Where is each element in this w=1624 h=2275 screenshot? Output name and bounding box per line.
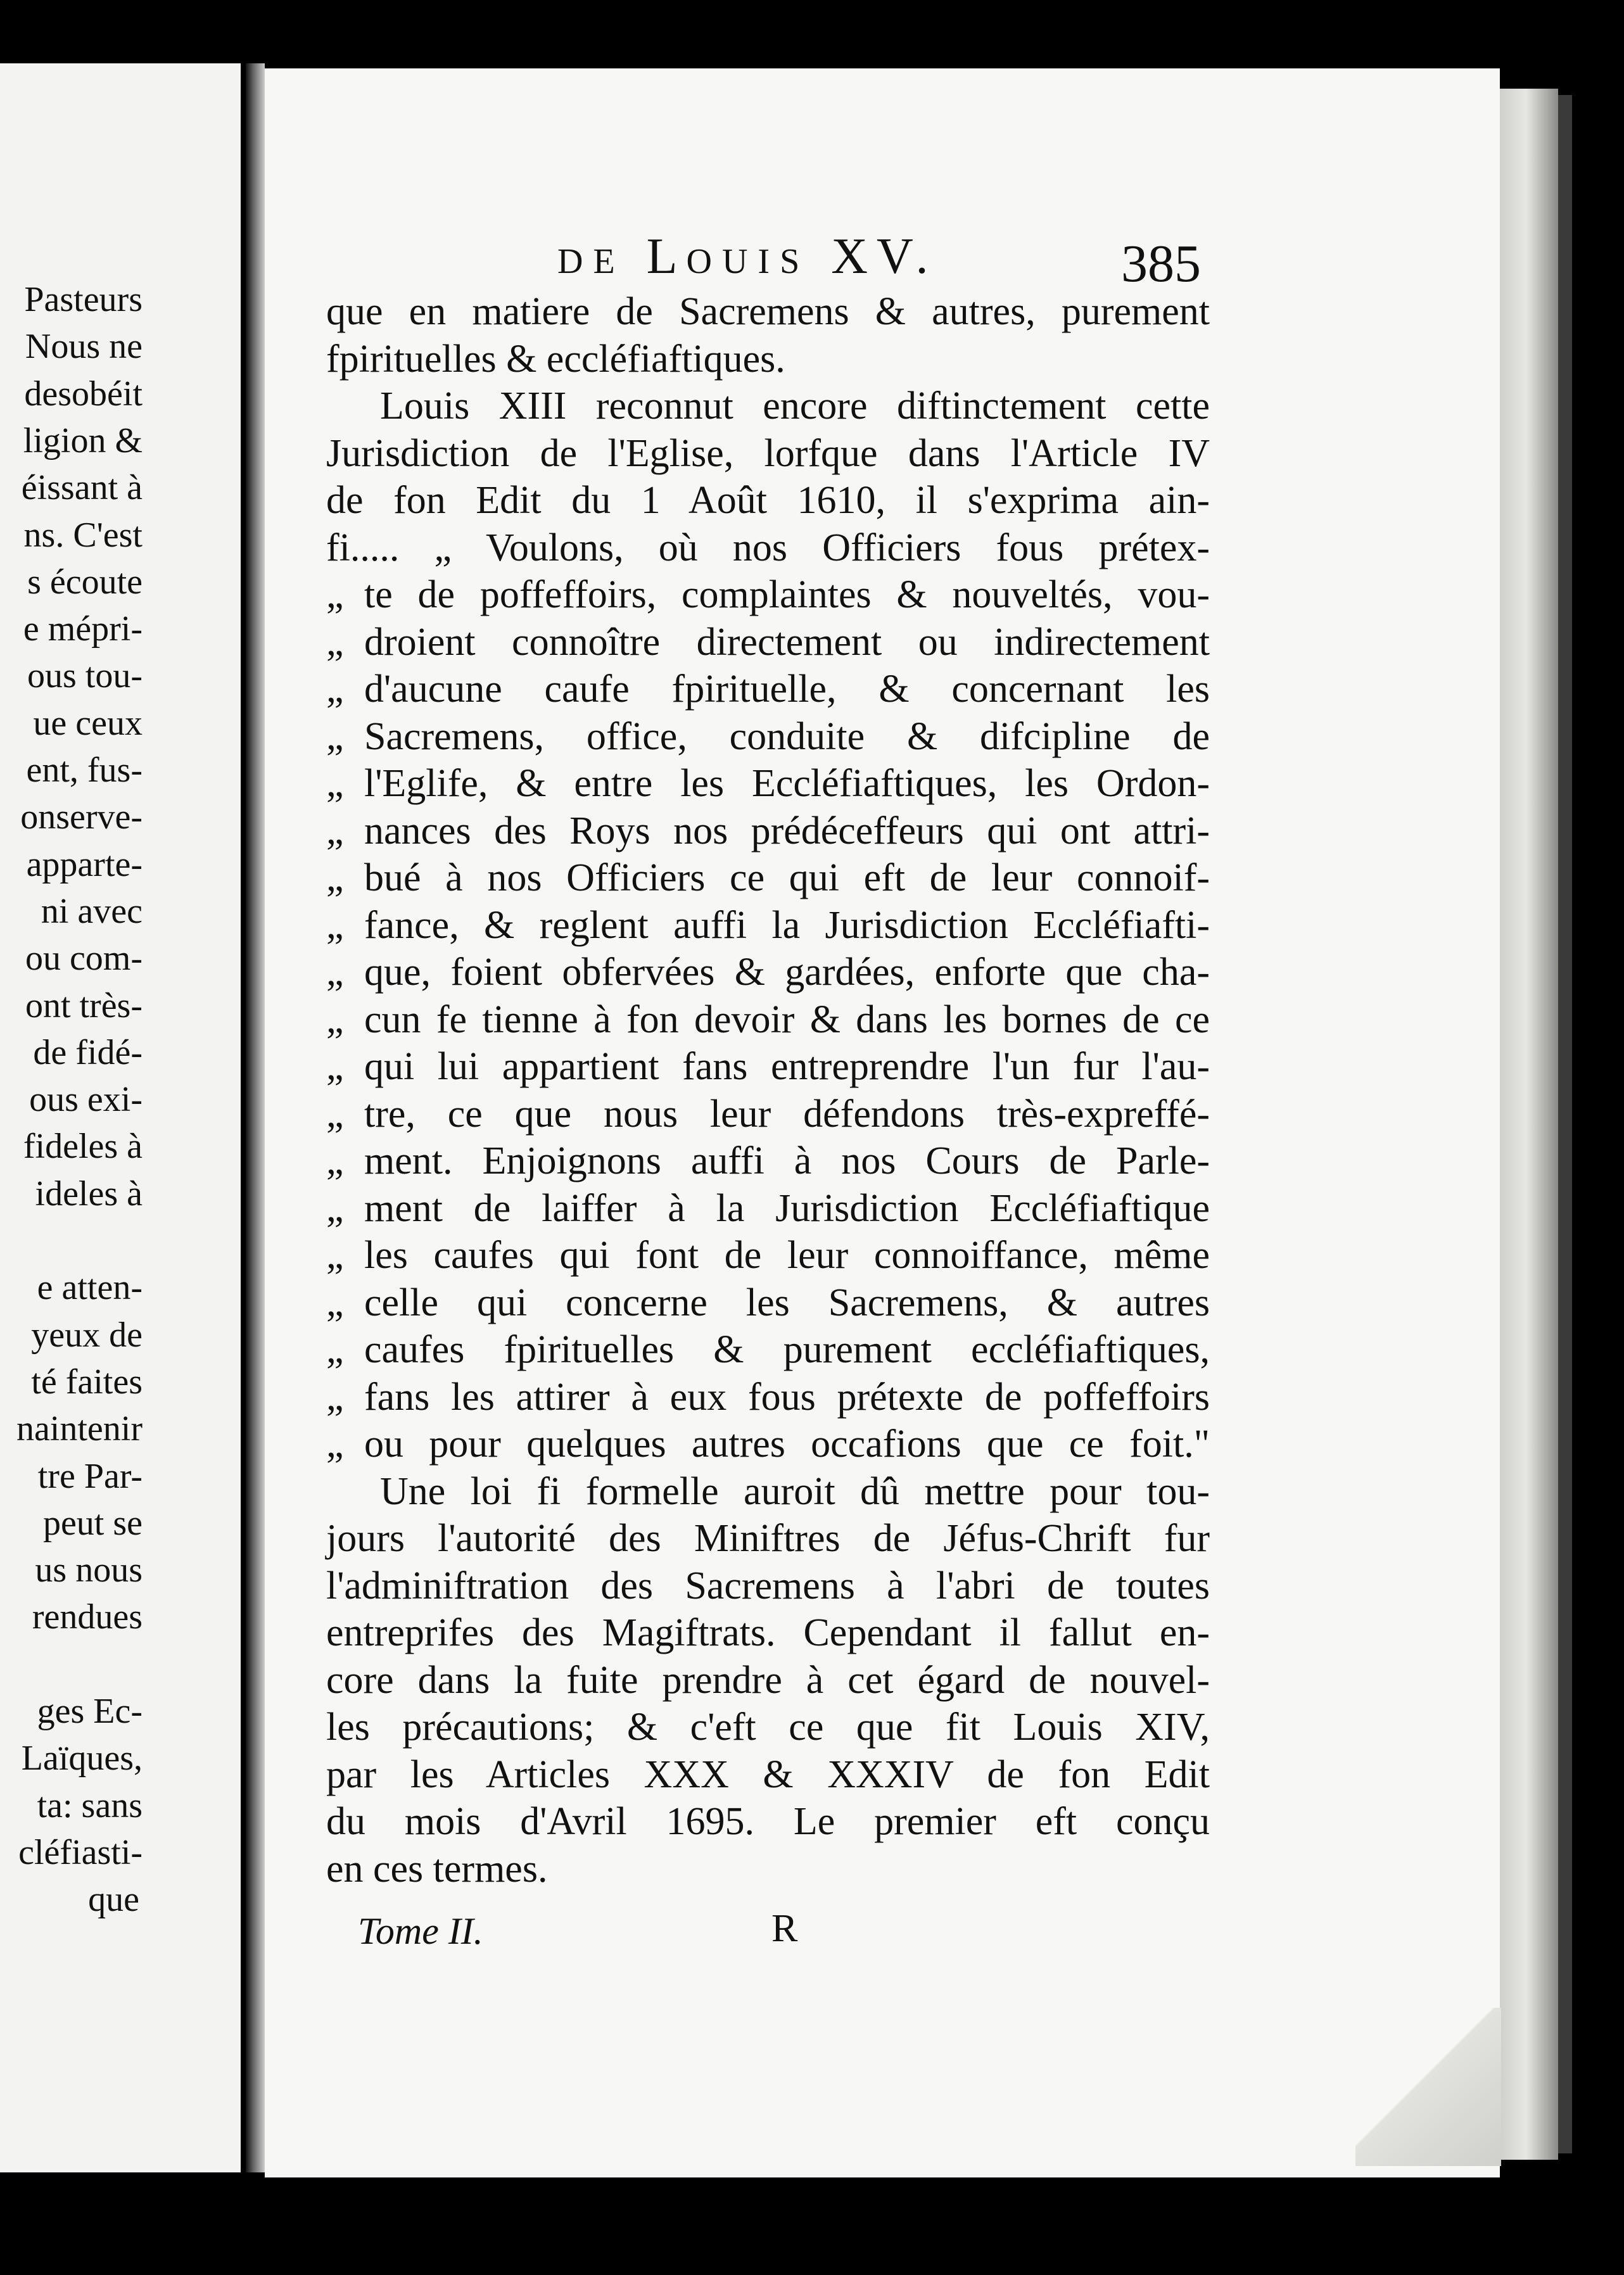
left-page-line: té faites bbox=[31, 1362, 143, 1402]
left-page-line: ideles à bbox=[35, 1174, 143, 1214]
text-line-content: te de poffeffoirs, complaintes & nouveltés, vou- bbox=[364, 573, 1210, 616]
text-line-content: celle qui concerne les Sacremens, & autres bbox=[364, 1281, 1210, 1324]
left-page-line: onserve- bbox=[20, 797, 143, 837]
text-line-content: que, foient obfervées & gardées, enforte que cha- bbox=[364, 951, 1210, 994]
left-page-line: fideles à bbox=[23, 1127, 143, 1167]
text-line-content: nances des Roys nos prédéceffeurs qui ont attri- bbox=[364, 809, 1210, 852]
running-head-roman: XV. bbox=[831, 229, 937, 284]
quote-mark: „ bbox=[326, 809, 344, 852]
body-text bbox=[326, 288, 1210, 1892]
text-line: en ces termes. bbox=[326, 1847, 548, 1891]
quote-mark: „ bbox=[326, 1375, 344, 1419]
quote-mark: „ bbox=[326, 620, 344, 664]
text-line-content: qui lui appartient fans entreprendre l'un fur l'au- bbox=[364, 1045, 1210, 1088]
page-corner-fold bbox=[1355, 2008, 1501, 2166]
left-page-line: ni avec bbox=[41, 891, 143, 931]
text-line: les précautions; & c'eft ce que fit Louis XIV, bbox=[326, 1706, 1210, 1749]
text-line bbox=[326, 1091, 1210, 1138]
left-page-line: e atten- bbox=[37, 1268, 143, 1308]
book-spine bbox=[246, 63, 265, 2172]
left-page-line: ns. C'est bbox=[23, 515, 143, 555]
running-head-louis-rest: OUIS bbox=[686, 242, 810, 281]
page-edge-shadow bbox=[1558, 95, 1572, 2153]
left-page-line: Laïques, bbox=[21, 1739, 143, 1778]
footer-signature: Tome II. bbox=[358, 1910, 483, 1952]
left-page-line: ont très- bbox=[25, 985, 143, 1025]
left-page-line: s écoute bbox=[27, 562, 143, 602]
running-head bbox=[557, 228, 937, 286]
left-page-line: us nous bbox=[35, 1550, 143, 1590]
left-page-line: ue ceux bbox=[33, 703, 143, 743]
quote-mark: „ bbox=[326, 951, 344, 994]
left-page-line: de fidé- bbox=[33, 1032, 143, 1072]
quote-mark: „ bbox=[326, 1423, 344, 1466]
text-line: fpirituelles & eccléfiaftiques. bbox=[326, 337, 785, 381]
left-page-line: naintenir bbox=[16, 1409, 143, 1449]
text-line: jours l'autorité des Miniftres de Jéfus-Chrift fur bbox=[326, 1517, 1210, 1560]
text-line bbox=[326, 619, 1210, 666]
text-line bbox=[326, 1138, 1210, 1185]
text-line-content: fance, & reglent auffi la Jurisdiction Eccléfiafti- bbox=[364, 903, 1210, 947]
running-head-louis-initial: L bbox=[646, 229, 687, 284]
left-page-line: yeux de bbox=[31, 1315, 143, 1355]
text-line bbox=[326, 1326, 1210, 1374]
quote-mark: „ bbox=[326, 1139, 344, 1182]
text-line: Louis XIII reconnut encore diftinctement cette bbox=[380, 384, 1210, 428]
left-page-line: que bbox=[88, 1880, 139, 1920]
left-page-line: rendues bbox=[32, 1597, 143, 1637]
text-line bbox=[326, 666, 1210, 713]
text-line bbox=[326, 1279, 1210, 1327]
text-line bbox=[326, 949, 1210, 996]
text-line-content: cun fe tienne à fon devoir & dans les bornes de ce bbox=[364, 998, 1210, 1041]
left-page-line: ta: sans bbox=[37, 1785, 143, 1825]
left-page-line: ous tou- bbox=[27, 656, 143, 696]
left-page-line: desobéit bbox=[24, 374, 143, 414]
text-line bbox=[326, 808, 1210, 855]
quote-mark: „ bbox=[326, 856, 344, 899]
quote-mark: „ bbox=[326, 998, 344, 1041]
text-line-content: l'Eglife, & entre les Eccléfiaftiques, les Ordon- bbox=[364, 762, 1210, 805]
left-page-line: ent, fus- bbox=[26, 751, 143, 790]
quote-mark: „ bbox=[326, 762, 344, 805]
quote-mark: „ bbox=[326, 668, 344, 711]
left-page-line: cléfiasti- bbox=[18, 1832, 143, 1872]
text-line: de fon Edit du 1 Août 1610, il s'exprima ain- bbox=[326, 479, 1210, 522]
text-line: fi..... „ Voulons, où nos Officiers fous prétex- bbox=[326, 526, 1210, 569]
left-page-line: ges Ec- bbox=[37, 1692, 143, 1731]
text-line-content: fans les attirer à eux fous prétexte de poffeffoirs bbox=[364, 1375, 1210, 1419]
running-head-de: DE bbox=[557, 242, 625, 281]
text-line: que en matiere de Sacremens & autres, purement bbox=[326, 290, 1210, 333]
left-page-line: ous exi- bbox=[29, 1080, 143, 1120]
text-line-content: bué à nos Officiers ce qui eft de leur connoif- bbox=[364, 856, 1210, 899]
text-line bbox=[326, 854, 1210, 902]
text-line bbox=[326, 902, 1210, 949]
quote-mark: „ bbox=[326, 1328, 344, 1371]
quote-mark: „ bbox=[326, 1045, 344, 1088]
text-line-content: ment de laiffer à la Jurisdiction Eccléfiaftique bbox=[364, 1186, 1210, 1230]
text-line: core dans la fuite prendre à cet égard de nouvel- bbox=[326, 1658, 1210, 1702]
quote-mark: „ bbox=[326, 1092, 344, 1136]
text-line: Jurisdiction de l'Eglise, lorfque dans l'Article IV bbox=[326, 431, 1210, 475]
text-line-content: ou pour quelques autres occafions que ce foit." bbox=[364, 1423, 1210, 1466]
left-page-line: apparte- bbox=[26, 844, 143, 884]
running-head-louis bbox=[647, 229, 810, 284]
text-line bbox=[326, 1374, 1210, 1421]
left-page-line: tre Par- bbox=[37, 1456, 143, 1496]
text-line bbox=[326, 1043, 1210, 1091]
text-line bbox=[326, 996, 1210, 1044]
left-page-line: ou com- bbox=[25, 939, 143, 979]
text-line-content: d'aucune caufe fpirituelle, & concernant les bbox=[364, 668, 1210, 711]
page-number: 385 bbox=[1121, 234, 1201, 293]
text-line bbox=[326, 571, 1210, 619]
left-page-fragment bbox=[0, 63, 241, 2172]
left-page-line: Pasteurs bbox=[24, 280, 143, 319]
text-line-content: Sacremens, office, conduite & difcipline de bbox=[364, 714, 1210, 758]
text-line bbox=[326, 760, 1210, 808]
quote-mark: „ bbox=[326, 714, 344, 758]
text-line: Une loi fi formelle auroit dû mettre pour tou- bbox=[380, 1469, 1210, 1513]
text-line bbox=[326, 713, 1210, 761]
quote-mark: „ bbox=[326, 1281, 344, 1324]
left-page-line: éissant à bbox=[21, 468, 143, 508]
text-line-content: droient connoître directement ou indirectement bbox=[364, 620, 1210, 664]
left-page-line: ligion & bbox=[23, 421, 143, 460]
left-page-line: peut se bbox=[42, 1503, 143, 1543]
text-line bbox=[326, 1421, 1210, 1468]
quote-mark: „ bbox=[326, 903, 344, 947]
text-line: l'adminiftration des Sacremens à l'abri de toutes bbox=[326, 1564, 1210, 1607]
text-line-content: tre, ce que nous leur défendons très-expreffé- bbox=[364, 1092, 1210, 1136]
left-page-line: Nous ne bbox=[25, 327, 143, 367]
text-line bbox=[326, 1185, 1210, 1233]
footer-mark: R bbox=[771, 1907, 798, 1950]
text-line: par les Articles XXX & XXXIV de fon Edit bbox=[326, 1752, 1210, 1796]
text-line: entreprifes des Magiftrats. Cependant il fallut en- bbox=[326, 1611, 1210, 1654]
text-line-content: caufes fpirituelles & purement eccléfiaftiques, bbox=[364, 1328, 1210, 1371]
page-edge bbox=[1500, 89, 1558, 2160]
text-line: du mois d'Avril 1695. Le premier eft conçu bbox=[326, 1800, 1210, 1843]
text-line bbox=[326, 1232, 1210, 1279]
quote-mark: „ bbox=[326, 1186, 344, 1230]
quote-mark: „ bbox=[326, 573, 344, 616]
text-line-content: les caufes qui font de leur connoiffance, même bbox=[364, 1234, 1210, 1277]
text-line-content: ment. Enjoignons auffi à nos Cours de Parle- bbox=[364, 1139, 1210, 1182]
quote-mark: „ bbox=[326, 1234, 344, 1277]
left-page-line: e mépri- bbox=[23, 609, 143, 649]
